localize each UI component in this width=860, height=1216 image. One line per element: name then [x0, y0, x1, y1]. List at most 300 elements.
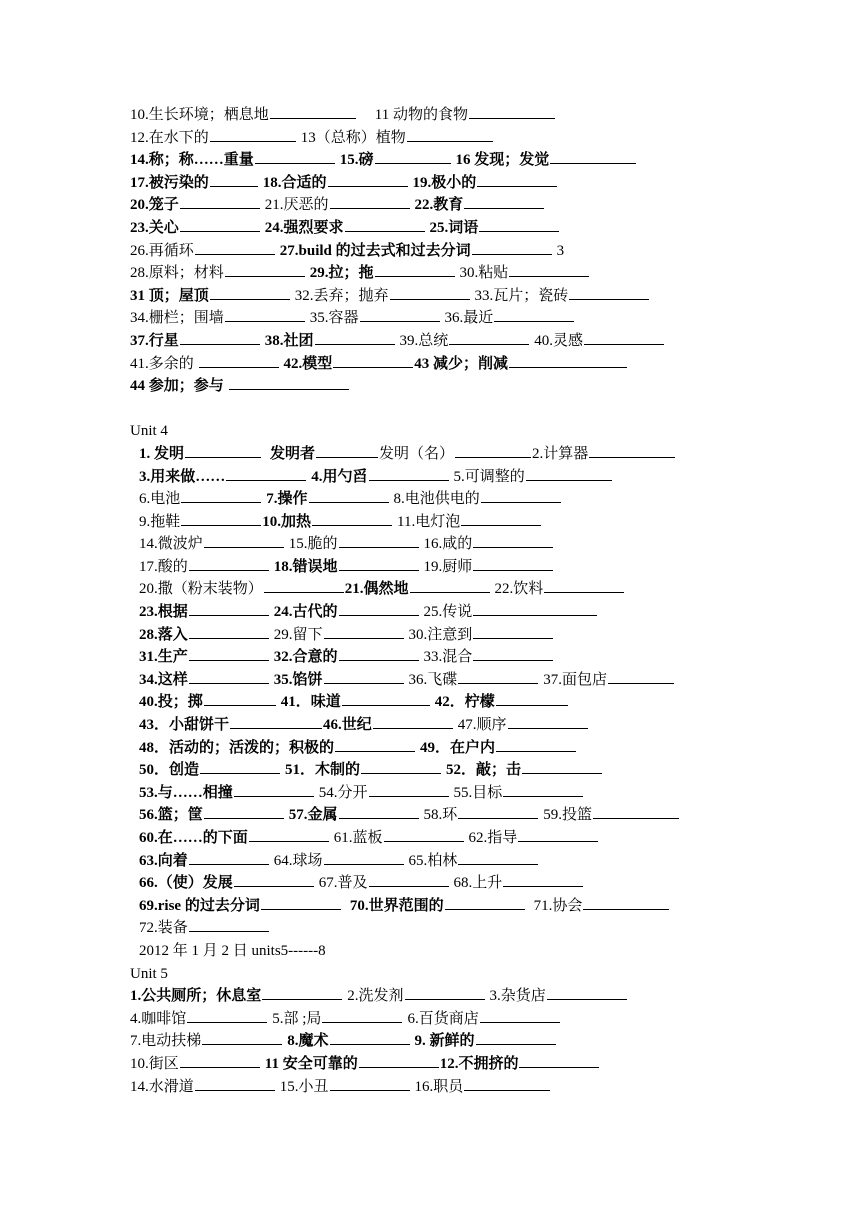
answer-blank[interactable] — [234, 872, 314, 887]
vocab-line — [130, 601, 750, 624]
answer-blank[interactable] — [330, 1030, 410, 1045]
answer-blank[interactable] — [195, 240, 275, 255]
answer-blank[interactable] — [455, 443, 531, 458]
vocab-item-label: 72.装备 — [139, 920, 188, 937]
vocab-item-label: 30.粘贴 — [459, 265, 509, 282]
answer-blank[interactable] — [569, 285, 649, 300]
answer-blank[interactable] — [458, 669, 538, 684]
answer-blank[interactable] — [324, 624, 404, 639]
vocab-line — [130, 127, 750, 150]
vocab-item-label: 35.容器 — [309, 310, 359, 327]
vocab-item-label: 20.撒（粉末装物） — [139, 581, 263, 598]
vocab-item — [289, 807, 424, 823]
vocab-item — [543, 672, 675, 688]
answer-blank[interactable] — [445, 895, 525, 910]
vocab-item-label: 22.教育 — [414, 197, 464, 214]
answer-blank[interactable] — [322, 1008, 402, 1023]
vocab-line — [130, 1030, 750, 1053]
answer-blank[interactable] — [270, 104, 356, 119]
answer-blank[interactable] — [369, 782, 449, 797]
vocab-item-label: 30.注意到 — [408, 626, 473, 643]
answer-blank[interactable] — [316, 443, 378, 458]
vocab-item — [409, 627, 555, 643]
answer-blank[interactable] — [189, 601, 269, 616]
vocab-item — [130, 1056, 265, 1072]
vocab-item-label: 1.公共厕所；休息室 — [130, 988, 262, 1005]
section-gap — [130, 398, 750, 421]
answer-blank[interactable] — [261, 895, 341, 910]
vocab-item-label: 发明者 — [270, 445, 316, 462]
vocab-item — [139, 875, 319, 891]
vocab-item-label: 59.投篮 — [543, 807, 593, 824]
vocab-item — [534, 898, 671, 914]
vocab-item-label: 40.灵感 — [534, 332, 584, 349]
vocab-item — [424, 536, 555, 552]
answer-blank[interactable] — [189, 850, 269, 865]
vocab-item-label: 16 发现；发觉 — [455, 152, 550, 169]
vocab-line — [130, 307, 750, 330]
answer-blank[interactable] — [509, 262, 589, 277]
vocab-item — [295, 288, 475, 304]
vocab-line — [130, 330, 750, 353]
answer-blank[interactable] — [473, 533, 553, 548]
answer-blank[interactable] — [464, 194, 544, 209]
vocab-item — [139, 943, 326, 959]
vocab-item-label: 56.篮；筐 — [139, 807, 203, 824]
vocab-item — [407, 1011, 560, 1027]
vocab-item — [458, 717, 589, 733]
answer-blank[interactable] — [369, 466, 449, 481]
answer-blank[interactable] — [324, 669, 404, 684]
vocab-item-label: 19.极小的 — [412, 174, 477, 191]
vocab-item — [424, 559, 555, 575]
vocab-item-label: 3 — [556, 242, 565, 259]
vocab-item-label: 26.再循环 — [130, 242, 194, 259]
vocab-item — [409, 853, 540, 869]
answer-blank[interactable] — [225, 307, 305, 322]
answer-blank[interactable] — [583, 895, 669, 910]
answer-blank[interactable] — [589, 443, 675, 458]
vocab-section-unit5 — [130, 985, 750, 1098]
vocab-item — [262, 514, 397, 530]
vocab-item — [130, 243, 280, 259]
vocab-item — [130, 175, 263, 191]
vocab-line — [130, 1076, 750, 1099]
vocab-item-label: 22.饮料 — [494, 581, 544, 598]
answer-blank[interactable] — [473, 556, 553, 571]
vocab-item — [139, 536, 289, 552]
vocab-item — [139, 649, 274, 665]
vocab-line — [130, 940, 750, 963]
vocab-item-label: 2.计算器 — [532, 445, 589, 462]
vocab-item — [424, 807, 544, 823]
answer-blank[interactable] — [210, 127, 296, 142]
answer-blank[interactable] — [359, 1053, 439, 1068]
vocab-item-label: 53.与……相撞 — [139, 784, 233, 801]
answer-blank[interactable] — [584, 330, 664, 345]
answer-blank[interactable] — [255, 149, 335, 164]
answer-blank[interactable] — [342, 691, 430, 706]
answer-blank[interactable] — [390, 285, 470, 300]
answer-blank[interactable] — [518, 827, 598, 842]
vocab-item — [557, 243, 565, 259]
unit4-heading: Unit 4 — [130, 423, 168, 440]
vocab-line — [130, 217, 750, 240]
vocab-line — [130, 1008, 750, 1031]
answer-blank[interactable] — [204, 804, 284, 819]
vocab-item — [490, 988, 628, 1004]
answer-blank[interactable] — [328, 172, 408, 187]
answer-blank[interactable] — [469, 104, 555, 119]
answer-blank[interactable] — [526, 466, 612, 481]
answer-blank[interactable] — [202, 1030, 282, 1045]
vocab-item — [130, 356, 284, 372]
vocab-item-label: 21.偶然地 — [344, 581, 409, 598]
vocab-item-label: 7.电动扶梯 — [130, 1033, 202, 1050]
answer-blank[interactable] — [519, 1053, 599, 1068]
answer-blank[interactable] — [210, 285, 290, 300]
vocab-item-label: 31.生产 — [139, 649, 188, 666]
vocab-item — [532, 446, 676, 462]
vocab-item-label: 29.拉；拖 — [309, 265, 374, 282]
vocab-item — [265, 220, 430, 236]
vocab-item — [475, 288, 651, 304]
answer-blank[interactable] — [333, 353, 413, 368]
vocab-line — [130, 646, 750, 669]
answer-blank[interactable] — [309, 488, 389, 503]
vocab-item-label: 17.被污染的 — [130, 174, 209, 191]
answer-blank[interactable] — [593, 804, 679, 819]
vocab-item-label: 32.丢弃；抛弃 — [294, 287, 389, 304]
vocab-item-label: 43．小甜饼干 — [139, 717, 230, 734]
vocab-item-label: 33.混合 — [423, 649, 473, 666]
answer-blank[interactable] — [373, 714, 453, 729]
vocab-item-label: 48．活动的；活泼的；积极的 — [139, 739, 335, 756]
vocab-item — [414, 356, 628, 372]
answer-blank[interactable] — [384, 827, 464, 842]
vocab-item — [435, 694, 569, 710]
vocab-item-label: 20.笼子 — [130, 197, 179, 214]
vocab-line — [130, 737, 750, 760]
vocab-item — [323, 717, 458, 733]
answer-blank[interactable] — [360, 307, 440, 322]
answer-blank[interactable] — [473, 646, 553, 661]
vocab-item — [394, 491, 562, 507]
vocab-item-label: 9. 新鲜的 — [414, 1033, 475, 1050]
vocab-item — [413, 175, 559, 191]
vocab-item — [415, 197, 546, 213]
answer-blank[interactable] — [361, 759, 441, 774]
answer-blank[interactable] — [458, 804, 538, 819]
vocab-item — [415, 1033, 557, 1049]
answer-blank[interactable] — [407, 127, 493, 142]
answer-blank[interactable] — [464, 1076, 550, 1091]
answer-blank[interactable] — [180, 330, 260, 345]
vocab-item-label: 40.投；掷 — [139, 694, 203, 711]
vocab-item — [274, 559, 424, 575]
answer-blank[interactable] — [345, 217, 425, 232]
answer-blank[interactable] — [476, 1030, 556, 1045]
vocab-item — [274, 649, 424, 665]
vocab-item-label: 66.（使）发展 — [139, 875, 233, 892]
answer-blank[interactable] — [195, 1076, 275, 1091]
answer-blank[interactable] — [189, 624, 269, 639]
answer-blank[interactable] — [189, 646, 269, 661]
answer-blank[interactable] — [473, 624, 553, 639]
vocab-line — [130, 827, 750, 850]
answer-blank[interactable] — [544, 578, 624, 593]
answer-blank[interactable] — [225, 262, 305, 277]
answer-blank[interactable] — [608, 669, 674, 684]
vocab-item-label: 11 动物的食物 — [374, 107, 468, 123]
vocab-item-label: 42.模型 — [283, 355, 333, 372]
vocab-item-label: 6.百货商店 — [407, 1010, 479, 1027]
vocab-item-label: 15.脆的 — [288, 536, 338, 553]
vocab-item-label: 35.馅饼 — [273, 671, 323, 688]
vocab-item — [139, 469, 311, 485]
vocab-item — [310, 310, 445, 326]
vocab-item — [274, 627, 409, 643]
vocab-item — [415, 1079, 552, 1095]
vocab-item-label: 5.可调整的 — [453, 468, 525, 485]
vocab-item-label: 13（总称）植物 — [300, 129, 406, 146]
answer-blank[interactable] — [449, 330, 529, 345]
answer-blank[interactable] — [550, 149, 636, 164]
vocab-item-label: 28.落入 — [139, 626, 188, 643]
vocab-item-label: 31 顶；屋顶 — [130, 287, 209, 304]
vocab-item — [265, 197, 415, 213]
vocab-item-label: 58.环 — [423, 807, 458, 824]
vocab-item — [397, 514, 542, 530]
answer-blank[interactable] — [189, 917, 269, 932]
answer-blank[interactable] — [522, 759, 602, 774]
vocab-item — [469, 830, 600, 846]
vocab-line — [130, 149, 750, 172]
vocab-item — [347, 988, 489, 1004]
vocab-item — [139, 581, 345, 597]
vocab-item-label: 7.操作 — [266, 491, 308, 508]
vocab-item-label: 发明（名） — [379, 445, 455, 462]
vocab-item-label: 37.行星 — [130, 332, 179, 349]
answer-blank[interactable] — [494, 307, 574, 322]
answer-blank[interactable] — [480, 1008, 560, 1023]
answer-blank[interactable] — [204, 691, 276, 706]
vocab-item-label: 34.这样 — [139, 671, 188, 688]
vocab-item — [301, 130, 494, 146]
vocab-item — [130, 310, 310, 326]
vocab-item-label: 25.传说 — [423, 604, 473, 621]
vocab-item — [424, 604, 599, 620]
vocab-item — [400, 333, 535, 349]
vocab-line — [130, 443, 750, 466]
vocab-item — [265, 1056, 440, 1072]
vocab-item-label: 69.rise 的过去分词 — [139, 897, 260, 914]
answer-blank[interactable] — [181, 488, 261, 503]
vocab-item — [139, 807, 289, 823]
answer-blank[interactable] — [547, 985, 627, 1000]
vocab-item — [440, 1056, 601, 1072]
vocab-item-label: 50．创造 — [139, 762, 200, 779]
vocab-item-label: 18.合适的 — [262, 174, 327, 191]
answer-blank[interactable] — [230, 714, 322, 729]
answer-blank[interactable] — [339, 804, 419, 819]
vocab-item — [379, 446, 532, 462]
vocab-item — [130, 333, 265, 349]
answer-blank[interactable] — [472, 240, 552, 255]
answer-blank[interactable] — [264, 578, 344, 593]
answer-blank[interactable] — [226, 466, 306, 481]
vocab-line — [130, 691, 750, 714]
vocab-item-label: 15.小丑 — [279, 1078, 329, 1095]
answer-blank[interactable] — [210, 172, 258, 187]
answer-blank[interactable] — [508, 714, 588, 729]
answer-blank[interactable] — [503, 782, 583, 797]
vocab-item-label: 16.咸的 — [423, 536, 473, 553]
vocab-item — [424, 649, 555, 665]
vocab-item-label: 36.飞碟 — [408, 671, 458, 688]
answer-blank[interactable] — [461, 511, 541, 526]
vocab-item-label: 54.分开 — [318, 784, 368, 801]
vocab-item-label: 67.普及 — [318, 875, 368, 892]
vocab-item-label: 63.向着 — [139, 852, 188, 869]
vocab-item — [334, 830, 469, 846]
vocab-item-label: 64.球场 — [273, 852, 323, 869]
vocab-item-label: 62.指导 — [468, 830, 518, 846]
vocab-item — [139, 514, 262, 530]
answer-blank[interactable] — [509, 353, 627, 368]
answer-blank[interactable] — [339, 646, 419, 661]
answer-blank[interactable] — [185, 443, 261, 458]
vocab-item-label: 47.顺序 — [457, 717, 507, 734]
answer-blank[interactable] — [375, 262, 455, 277]
answer-blank[interactable] — [204, 533, 284, 548]
vocab-line — [130, 511, 750, 534]
vocab-item-label: 52．敲；击 — [446, 762, 522, 779]
answer-blank[interactable] — [262, 985, 342, 1000]
answer-blank[interactable] — [312, 511, 392, 526]
answer-blank[interactable] — [180, 194, 260, 209]
vocab-item-label: 41.多余的 — [130, 355, 198, 372]
vocab-line — [130, 262, 750, 285]
vocab-item — [460, 265, 591, 281]
vocab-item-label: 61.蓝板 — [333, 830, 383, 846]
answer-blank[interactable] — [249, 827, 329, 842]
vocab-item — [265, 333, 400, 349]
vocab-line — [130, 172, 750, 195]
vocab-item — [139, 785, 319, 801]
answer-blank[interactable] — [189, 669, 269, 684]
answer-blank[interactable] — [481, 488, 561, 503]
vocab-item — [446, 762, 603, 778]
vocab-item-label: 21.厌恶的 — [264, 197, 329, 214]
vocab-line — [130, 240, 750, 263]
vocab-item — [285, 762, 446, 778]
vocab-item — [289, 536, 424, 552]
vocab-item-label: 42．柠檬 — [434, 694, 495, 711]
answer-blank[interactable] — [330, 194, 410, 209]
vocab-item-label: 46.世纪 — [323, 717, 372, 734]
vocab-item-label: 5.部 ;局 — [272, 1010, 322, 1027]
vocab-line — [130, 375, 750, 398]
answer-blank[interactable] — [330, 1076, 410, 1091]
vocab-item-label: 12.在水下的 — [130, 129, 209, 146]
vocab-item-label: 14.微波炉 — [139, 536, 203, 553]
vocab-line — [130, 194, 750, 217]
vocab-item-label: 25.词语 — [429, 219, 479, 236]
answer-blank[interactable] — [315, 330, 395, 345]
answer-blank[interactable] — [503, 872, 583, 887]
answer-blank[interactable] — [335, 737, 415, 752]
vocab-item — [130, 378, 350, 394]
answer-blank[interactable] — [496, 691, 568, 706]
vocab-item — [130, 265, 310, 281]
vocab-item — [274, 604, 424, 620]
vocab-item — [139, 898, 350, 914]
answer-blank[interactable] — [458, 850, 538, 865]
vocab-item-label: 38.社团 — [264, 332, 314, 349]
vocab-item-label: 60.在……的下面 — [139, 830, 248, 846]
vocab-item — [311, 469, 453, 485]
vocab-item-label: 71.协会 — [533, 897, 583, 914]
vocab-line — [130, 578, 750, 601]
vocab-line — [130, 1053, 750, 1076]
vocab-item-label: 17.酸的 — [139, 558, 188, 575]
answer-blank[interactable] — [234, 782, 314, 797]
vocab-item — [139, 446, 270, 462]
answer-blank[interactable] — [339, 556, 419, 571]
vocab-section-unit3-continued — [130, 104, 750, 398]
answer-blank[interactable] — [479, 217, 559, 232]
vocab-item — [139, 853, 274, 869]
answer-blank[interactable] — [369, 872, 449, 887]
vocab-item — [543, 807, 680, 823]
answer-blank[interactable] — [187, 1008, 267, 1023]
answer-blank[interactable] — [200, 759, 280, 774]
answer-blank[interactable] — [324, 850, 404, 865]
vocab-item-label: 24.强烈要求 — [264, 219, 344, 236]
answer-blank[interactable] — [375, 149, 451, 164]
answer-blank[interactable] — [180, 217, 260, 232]
answer-blank[interactable] — [199, 353, 279, 368]
answer-blank[interactable] — [405, 985, 485, 1000]
vocab-item — [274, 672, 409, 688]
vocab-item — [281, 694, 435, 710]
vocab-item — [130, 1033, 287, 1049]
answer-blank[interactable] — [229, 375, 349, 390]
vocab-item-label: 14.称；称……重量 — [130, 152, 254, 169]
answer-blank[interactable] — [339, 533, 419, 548]
vocab-item — [287, 1033, 414, 1049]
answer-blank[interactable] — [339, 601, 419, 616]
vocab-item — [420, 740, 577, 756]
answer-blank[interactable] — [189, 556, 269, 571]
vocab-item — [139, 672, 274, 688]
vocab-item — [139, 920, 270, 936]
answer-blank[interactable] — [180, 1053, 260, 1068]
answer-blank[interactable] — [477, 172, 557, 187]
vocab-item — [340, 152, 456, 168]
answer-blank[interactable] — [181, 511, 261, 526]
vocab-line — [130, 895, 750, 918]
vocab-item-label: 8.电池供电的 — [393, 491, 480, 508]
vocab-item-label: 34.栅栏；围墙 — [130, 310, 224, 327]
vocab-item — [454, 469, 613, 485]
answer-blank[interactable] — [496, 737, 576, 752]
vocab-item — [274, 853, 409, 869]
answer-blank[interactable] — [473, 601, 597, 616]
answer-blank[interactable] — [410, 578, 490, 593]
vocab-item — [130, 1079, 280, 1095]
